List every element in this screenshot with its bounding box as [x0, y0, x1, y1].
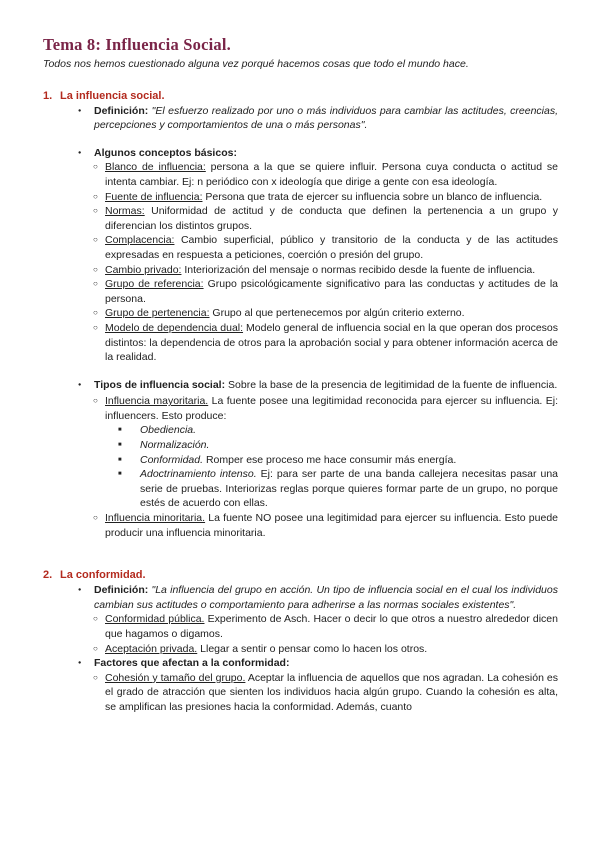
circle-bullet-icon: ○: [93, 308, 98, 318]
list-item-conformidad: [43, 453, 558, 468]
tipos-label: Tipos de influencia social:: [94, 378, 226, 391]
page-title: Tema 8: Influencia Social.: [43, 35, 231, 54]
term-text: Persona que trata de ejercer su influencia sobre un blanco de influencia.: [205, 190, 543, 203]
bullet-icon: ●: [78, 107, 82, 114]
list-item-influencia-mayoritaria: [43, 394, 558, 423]
square-bullet-icon: ■: [118, 456, 122, 463]
tipos-text: Sobre la base de la presencia de legitimidad de la fuente de influencia.: [228, 378, 558, 391]
list-item-grupo-de-pertenencia: [43, 306, 558, 321]
term-label: Influencia minoritaria.: [105, 512, 206, 525]
term-label: Fuente de influencia:: [105, 190, 203, 203]
section-influencia-social: [43, 89, 558, 541]
circle-bullet-icon: ○: [93, 513, 98, 523]
page-subtitle: Todos nos hemos cuestionado alguna vez porqué hacemos cosas que todo el mundo hace.: [43, 58, 469, 70]
circle-bullet-icon: ○: [93, 322, 98, 332]
term-label: Obediencia.: [140, 424, 197, 437]
list-item-aceptacion-privada: [43, 642, 558, 657]
term-label: Modelo de dependencia dual:: [105, 321, 244, 334]
square-bullet-icon: ■: [118, 442, 122, 449]
list-item-obediencia: [43, 423, 558, 438]
term-label: Conformidad pública.: [105, 613, 205, 626]
term-text: Interiorización del mensaje o normas recibido desde la fuente de influencia.: [184, 263, 536, 276]
term-label: Blanco de influencia:: [105, 161, 206, 174]
term-label: Conformidad.: [140, 453, 204, 466]
section-1-heading: [43, 89, 558, 104]
circle-bullet-icon: ○: [93, 643, 98, 653]
bullet-icon: ●: [78, 149, 82, 156]
term-text: Ej: para ser parte de una banda callejera necesitas pasar una serie de pruebas. Interiorizas reglas porque quieres formar parte de un grupo, no porque estés de acuerdo con ellas.: [140, 468, 559, 510]
term-text: Grupo al que pertenecemos por algún criterio externo.: [212, 307, 465, 320]
section-2-title: La conformidad.: [60, 569, 146, 582]
term-text: Modelo general de influencia social en la que operan dos procesos distintos: la dependencia de otros para la aprobación social y para obtener información acerca de la realidad.: [105, 321, 559, 364]
term-text: persona a la que se quiere influir. Persona cuya conducta o actitud se intenta cambiar. Ej: n periódico con x ideología que dirige a gente con esa ideología.: [105, 161, 558, 188]
list-item-definicion: [43, 104, 558, 133]
circle-bullet-icon: ○: [93, 264, 98, 274]
list-item-tipos-influencia: [43, 378, 558, 393]
list-item-cohesion-tamano-grupo: [43, 671, 558, 715]
term-label: Normas:: [105, 205, 145, 218]
section-la-conformidad: [43, 568, 558, 714]
bullet-icon: ●: [78, 587, 82, 594]
circle-bullet-icon: ○: [93, 672, 98, 682]
definicion-text: "La influencia del grupo en acción. Un tipo de influencia social en el cual los individuos cambian sus actitudes o comportamiento para adherirse a las normas sociales existentes".: [94, 584, 558, 611]
section-1-title: La influencia social.: [60, 89, 165, 102]
bullet-icon: ●: [78, 381, 82, 388]
term-text: La fuente NO posee una legitimidad para ejercer su influencia. Esto puede producir una influencia minoritaria.: [105, 512, 559, 539]
term-text: Aceptar la influencia de aquellos que nos agradan. La cohesión es el grado de atracción que sienten los individuos hacia algún grupo. Cuando la cohesión es alta, se amplifican las presiones hacia la conformidad. Además, cuanto: [105, 671, 558, 713]
list-item-cambio-privado: [43, 263, 558, 278]
list-item-modelo-dependencia-dual: [43, 321, 558, 365]
definicion-text: "El esfuerzo realizado por uno o más individuos para cambiar las actitudes, creencias, percepciones y comportamientos de una o más personas".: [94, 104, 558, 132]
circle-bullet-icon: ○: [93, 396, 98, 406]
term-label: Normalización.: [140, 439, 210, 452]
circle-bullet-icon: ○: [93, 279, 98, 289]
circle-bullet-icon: ○: [93, 235, 98, 245]
term-label: Complacencia:: [105, 234, 175, 247]
circle-bullet-icon: ○: [93, 206, 98, 216]
term-label: Influencia mayoritaria.: [105, 395, 209, 408]
definicion-label: Definición:: [94, 584, 149, 597]
term-text: Uniformidad de actitud y de conducta que definen la pertenencia a un grupo y diferencian los distintos grupos.: [105, 205, 558, 232]
term-text: Llegar a sentir o pensar como lo hacen los otros.: [200, 642, 428, 655]
list-item-normalizacion: [43, 438, 558, 453]
circle-bullet-icon: ○: [93, 614, 98, 624]
factores-label: Factores que afectan a la conformidad:: [94, 657, 290, 670]
bullet-icon: ●: [78, 660, 82, 667]
square-bullet-icon: ■: [118, 427, 122, 434]
list-item-blanco-de-influencia: [43, 160, 558, 189]
section-1-number: 1.: [43, 89, 53, 102]
square-bullet-icon: ■: [118, 471, 122, 478]
term-text: Cambio superficial, público y transitorio de la conducta y de las actitudes expresadas en respuesta a peticiones, coerción o presión del grupo.: [105, 234, 558, 261]
term-text: Grupo psicológicamente significativo para las conductas y actitudes de la persona.: [105, 278, 558, 305]
term-label: Grupo de pertenencia:: [105, 307, 210, 320]
list-item-definicion-conformidad: [43, 583, 558, 612]
circle-bullet-icon: ○: [93, 162, 98, 172]
list-item-fuente-de-influencia: [43, 190, 558, 205]
section-2-number: 2.: [43, 569, 53, 582]
section-2-heading: [43, 568, 558, 583]
list-item-conformidad-publica: [43, 612, 558, 641]
term-label: Cambio privado:: [105, 263, 182, 276]
term-label: Grupo de referencia:: [105, 278, 204, 291]
list-item-grupo-de-referencia: [43, 277, 558, 306]
definicion-label: Definición:: [94, 104, 149, 117]
conceptos-label: Algunos conceptos básicos:: [94, 146, 237, 159]
list-item-normas: [43, 204, 558, 233]
term-label: Adoctrinamiento intenso.: [140, 468, 257, 481]
list-item-adoctrinamiento: [43, 467, 558, 511]
list-item-influencia-minoritaria: [43, 511, 558, 540]
term-text: La fuente posee una legitimidad reconocida para ejercer su influencia. Ej: influencers. Esto produce:: [105, 395, 559, 422]
term-text: Experimento de Asch. Hacer o decir lo que otros a nuestro alrededor dicen que hagamos o digamos.: [105, 613, 558, 640]
circle-bullet-icon: ○: [93, 191, 98, 201]
term-label: Aceptación privada.: [105, 642, 198, 655]
term-label: Cohesión y tamaño del grupo.: [105, 671, 246, 684]
list-item-factores: [43, 656, 558, 671]
term-text: Romper ese proceso me hace consumir más energía.: [205, 453, 457, 466]
list-item-complacencia: [43, 233, 558, 262]
list-item-conceptos: [43, 146, 558, 161]
